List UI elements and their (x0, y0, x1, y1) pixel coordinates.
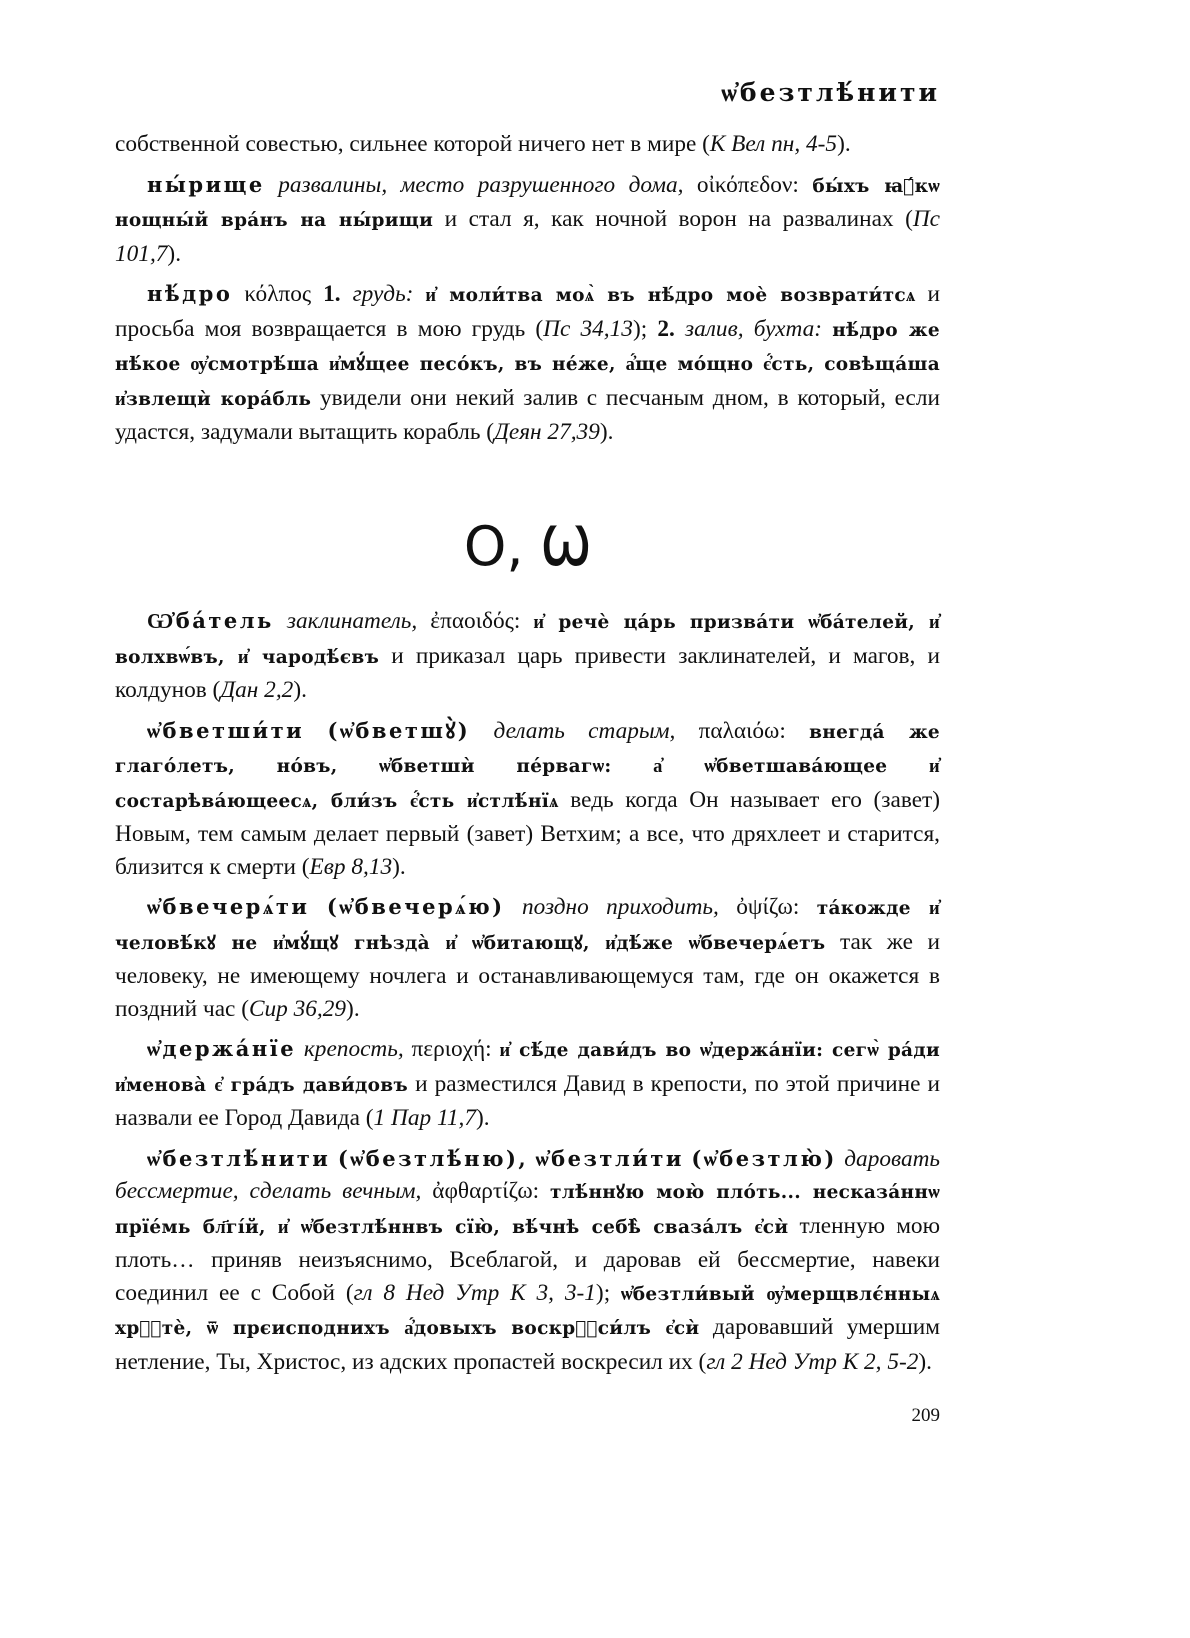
reference: Деян 27,39 (494, 419, 600, 445)
headword-form: (ѡ҆безтлю̀) (691, 1145, 837, 1171)
reference: гл 8 Нед Утр К 3, 3-1 (353, 1279, 596, 1306)
church-slavonic-quote: тлѣ́ннꙋю мою̀ пло́ть... несказа́ннѡ прїе́мь бл҃гі́й, и҆ ѡ҆безтлѣ́ннвъ сїю̀, вѣ́чнѣ себѣ̀ сваза́лъ є҆сѝ (115, 1182, 940, 1238)
definition: делать старым, (493, 717, 676, 744)
headword-form: (ѡ҆бветшꙋ̀) (327, 717, 471, 743)
headword: нѣ́дро (147, 281, 233, 306)
church-slavonic-quote: ѡ҆безтли́вый ѹ҆мерщвлє́нныѧ хрⷭ҇тѐ, ѿ прєисподнихъ а҆́довыхъ воскрⷭ҇си́лъ є҆сѝ (115, 1283, 940, 1339)
punctuation: . (399, 853, 406, 880)
reference: Пс 34,13 (543, 315, 633, 342)
translation: увидели они некий залив с песчаным дном, в который, если удастся, задумали вытащить корабль (115, 384, 940, 445)
greek-equivalent: ἐπαοιδός: (430, 608, 521, 634)
section-letter-heading: О, Ѡ (463, 515, 592, 578)
entry-obvetshiti: ѡ҆бветши́ти (ѡ҆бветшꙋ̀) делать старым, παλαιόω: внегда́ же глаго́летъ, но́въ, ѡ҆бветшѝ пе́рвагѡ: а҆ ѡ҆бветшава́ющее и҆ состарѣва́ющеесѧ, бли́зъ є҆́сть и҆стлѣ́нїѧ ведь когда Он называет его (завет) Новым, тем самым делает первый (завет) Ветхим; а все, что дряхлеет и старится, близится к смерти (Евр 8,13). (115, 717, 941, 880)
entry-obatel: Ѡ҆ба́тель заклинатель, ἐπαοιδός: и҆ речѐ ца́рь призва́ти ѡ҆ба́телей, и҆ волхвѡ́въ, и҆ чародѣ́євъ и приказал царь привести заклинателей, и магов, и колдунов (Дан 2,2). (115, 608, 941, 703)
entry-oderzhanie: ѡ҆держа́нїе крепость, περιοχή: и҆ сѣ́де дави́дъ во ѡ҆держа́нїи: сегѡ̀ ра́ди и҆менова̀ є҆ гра́дъ дави́довъ и разместился Давид в крепости, по этой причине и назвали ее Город Давида (1 Пар 11,7). (115, 1036, 941, 1131)
entry-continuation (115, 128, 940, 161)
headword: Ѡ҆ба́тель (147, 608, 274, 633)
church-slavonic-quote: и҆ моли́тва моѧ̀ въ нѣ́дро моѐ возврати́тсѧ (425, 285, 916, 306)
translation: и приказал царь привести заклинателей, и магов, и колдунов (115, 642, 941, 703)
headword: ѡ҆держа́нїе (147, 1036, 297, 1061)
definition: грудь: (352, 281, 414, 307)
reference: гл 2 Нед Утр К 2, 5-2 (706, 1348, 919, 1375)
headword-form: (ѡ҆безтлѣ́ню), (337, 1145, 529, 1171)
greek-equivalent: οἰκόπεδον: (696, 171, 799, 198)
translation: так же и человеку, не имеющему ночлега и останавливающемуся там, где он окажется в поздний час (115, 928, 941, 1022)
definition: залив, бухта: (685, 315, 822, 342)
translation: и разместился Давид в крепости, по этой причине и назвали ее Город Давида (115, 1070, 941, 1131)
reference: Пс 101,7 (115, 206, 941, 267)
punctuation: ). (837, 131, 851, 157)
translation: и стал я, как ночной ворон на развалинах (444, 206, 894, 232)
translation: и просьба моя возвращается в мою грудь (115, 281, 940, 342)
headword: ны́рище (147, 171, 265, 197)
translation: тленную мою плоть… приняв неизъяснимо, Всеблагой, и даровав ей бессмертие, навеки соединил ее с Собой (115, 1212, 940, 1306)
translation: даровавший умершим нетление, Ты, Христос, из адских пропастей воскресил их (115, 1314, 940, 1375)
entry-nyrishche: ны́рище развалины, место разрушенного дома, οἰκόπεδον: бы́хъ ꙗ҆́кѡ нощны́й вра́нъ на ны́рищи и стал я, как ночной ворон на развалинах (Пс 101,7). (115, 171, 941, 267)
greek-equivalent: περιοχή: (411, 1036, 492, 1062)
church-slavonic-quote: и҆ речѐ ца́рь призва́ти ѡ҆ба́телей, и҆ волхвѡ́въ, и҆ чародѣ́євъ (115, 612, 941, 668)
definition: даровать бессмертие, сделать вечным, (115, 1145, 941, 1204)
headword: ѡ҆бветши́ти (147, 717, 305, 743)
definition: поздно приходить, (522, 894, 719, 920)
definition: крепость, (303, 1036, 404, 1062)
punctuation: . (483, 1105, 490, 1131)
definition: заклинатель, (286, 608, 418, 634)
greek-equivalent: παλαιόω: (698, 717, 786, 744)
church-slavonic-quote: нѣ́дро же нѣ́кое ѹ҆смотрѣ́ша и҆мꙋ́щее песо́къ, въ не́же, а҆́ще мо́щно є҆́сть, совѣща́ша и҆звлещѝ кора́бль (115, 319, 940, 410)
entry-obvecheryati: ѡ҆бвечерѧ́ти (ѡ҆бвечерѧ́ю) поздно приходить, ὀψίζω: та́кожде и҆ человѣ́кꙋ не и҆мꙋ́щꙋ гнѣзда̀ и҆ ѡ҆битающꙋ, и҆дѣ́же ѡ҆бвечерѧ́етъ так же и человеку, не имеющему ночлега и останавливающемуся там, где он окажется в поздний час (Сир 36,29). (115, 894, 941, 1022)
reference: Дан 2,2 (220, 677, 294, 703)
entry-nedro: нѣ́дро κόλπος 1. грудь: и҆ моли́тва моѧ̀ въ нѣ́дро моѐ возврати́тсѧ и просьба моя возвращается в мою грудь (Пс 34,13); 2. залив, бухта: нѣ́дро же нѣ́кое ѹ҆смотрѣ́ша и҆мꙋ́щее песо́къ, въ не́же, а҆́ще мо́щно є҆́сть, совѣща́ша и҆звлещѝ кора́бль увидели они некий залив с песчаным дном, в который, если удастся, задумали вытащить корабль (Деян 27,39). (115, 281, 940, 445)
headword: ѡ҆безтлѣ́нити (147, 1145, 331, 1171)
continuation-text: собственной совестью, сильнее которой ничего нет в мире ( (115, 131, 710, 157)
running-head: ѡ҆безтлѣ́нити (721, 78, 940, 107)
punctuation: . (353, 995, 360, 1022)
headword-variant: ѡ҆безтли́ти (535, 1145, 684, 1171)
entries-block-n (115, 128, 940, 449)
reference: К Вел пн, 4-5 (709, 131, 838, 157)
church-slavonic-quote: бы́хъ ꙗ҆́кѡ нощны́й вра́нъ на ны́рищи (115, 175, 940, 231)
church-slavonic-quote: та́кожде и҆ человѣ́кꙋ не и҆мꙋ́щꙋ гнѣзда̀ и҆ ѡ҆битающꙋ, и҆дѣ́же ѡ҆бвечерѧ́етъ (115, 898, 941, 954)
greek-equivalent: ἀφθαρτίζω: (432, 1178, 540, 1204)
dictionary-page (115, 60, 940, 1590)
headword: ѡ҆бвечерѧ́ти (147, 894, 310, 919)
punctuation: . (175, 240, 182, 267)
greek-equivalent: κόλπος (244, 281, 312, 307)
punctuation: ). (918, 1348, 932, 1375)
reference: 1 Пар 11,7 (373, 1105, 476, 1131)
church-slavonic-quote: и҆ сѣ́де дави́дъ во ѡ҆держа́нїи: сегѡ̀ ра́ди и҆менова̀ є҆ гра́дъ дави́довъ (115, 1040, 940, 1096)
entry-obeztleniti: ѡ҆безтлѣ́нити (ѡ҆безтлѣ́ню), ѡ҆безтли́ти (ѡ҆безтлю̀) даровать бессмертие, сделать вечным, ἀφθαρτίζω: тлѣ́ннꙋю мою̀ пло́ть... несказа́ннѡ прїе́мь бл҃гі́й, и҆ ѡ҆безтлѣ́ннвъ сїю̀, вѣ́чнѣ себѣ̀ сваза́лъ є҆сѝ тленную мою плоть… приняв неизъяснимо, Всеблагой, и даровав ей бессмертие, навеки соединил ее с Собой (гл 8 Нед Утр К 3, 3-1); ѡ҆безтли́вый ѹ҆мерщвлє́нныѧ хрⷭ҇тѐ, ѿ прєисподнихъ а҆́довыхъ воскрⷭ҇си́лъ є҆сѝ даровавший умершим нетление, Ты, Христос, из адских пропастей воскресил их (гл 2 Нед Утр К 2, 5-2). (115, 1145, 941, 1375)
headword-form: (ѡ҆бвечерѧ́ю) (326, 894, 505, 919)
sense-number: 2. (657, 315, 675, 342)
punctuation: . (301, 677, 307, 703)
page-number: 209 (911, 1405, 940, 1426)
reference: Сир 36,29 (248, 995, 347, 1022)
definition: развалины, место разрушенного дома, (278, 171, 684, 198)
reference: Евр 8,13 (309, 853, 393, 880)
entries-block-o (115, 605, 940, 1378)
greek-equivalent: ὀψίζω: (736, 894, 800, 920)
translation: ведь когда Он называет его (завет) Новым, тем самым делает первый (завет) Ветхим; а все, что дряхлеет и старится, близится к смерти (115, 786, 940, 880)
punctuation: ; (603, 1279, 611, 1306)
sense-number: 1. (323, 281, 341, 307)
punctuation: . (607, 419, 614, 445)
church-slavonic-quote: внегда́ же глаго́летъ, но́въ, ѡ҆бветшѝ пе́рвагѡ: а҆ ѡ҆бветшава́ющее и҆ состарѣва́ющеесѧ, бли́зъ є҆́сть и҆стлѣ́нїѧ (115, 721, 941, 812)
